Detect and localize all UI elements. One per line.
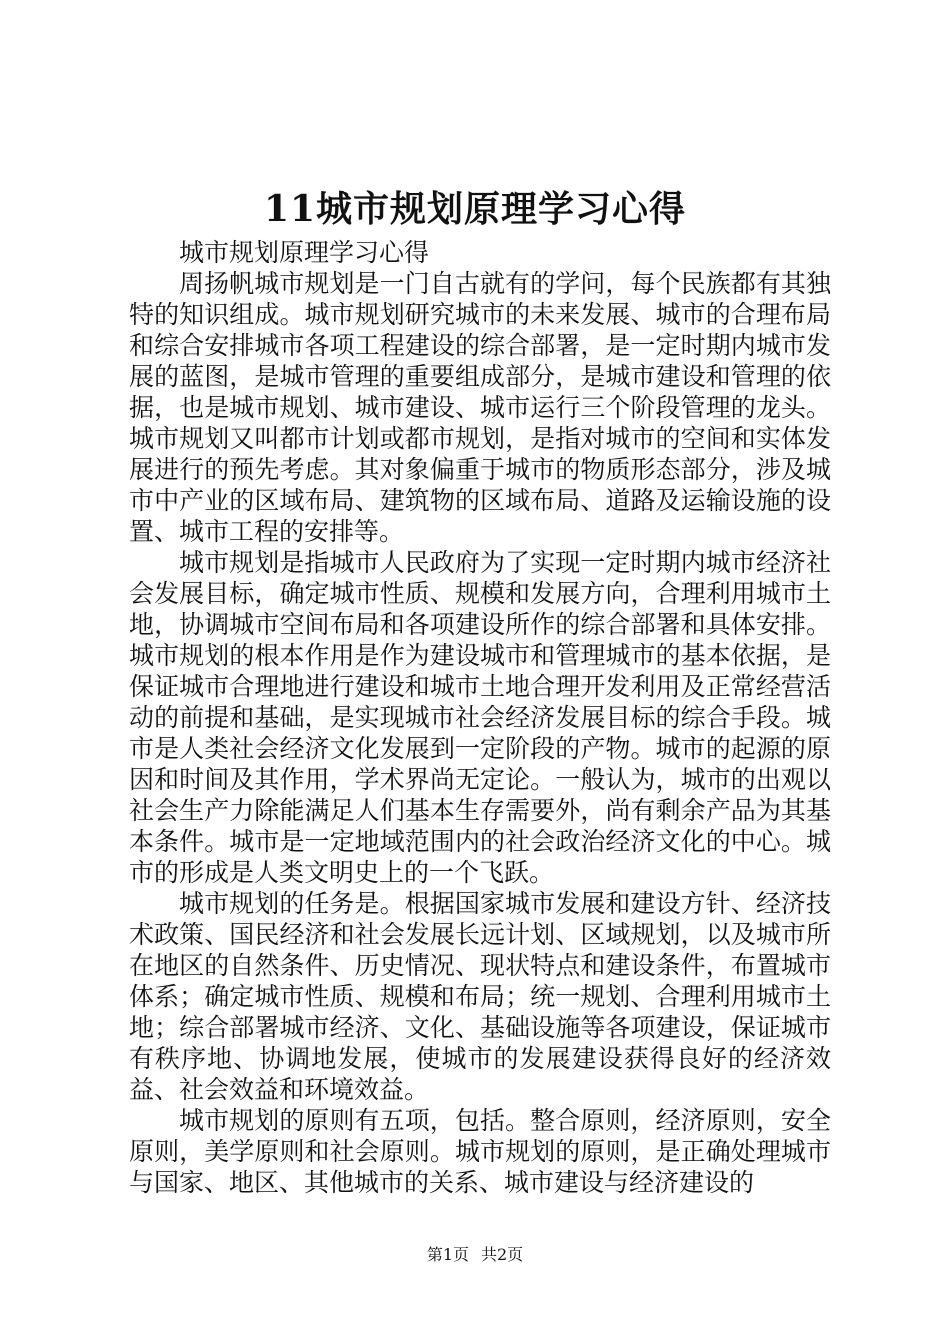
paragraph: 城市规划是指城市人民政府为了实现一定时期内城市经济社会发展目标，确定城市性质、规模和发展方向，合理利用城市土地，协调城市空间布局和各项建设所作的综合部署和具体安排。城市规划的根本作用是作为建设城市和管理城市的基本依据，是保证城市合理地进行建设和城市土地合理开发利用及正常经营活动的前提和基础，是实现城市社会经济发展目标的综合手段。城市是人类社会经济文化发展到一定阶段的产物。城市的起源的原因和时间及其作用，学术界尚无定论。一般认为，城市的出观以社会生产力除能满足人们基本生存需要外，尚有剩余产品为其基本条件。城市是一定地域范围内的社会政治经济文化的中心。城市的形成是人类文明史上的一个飞跃。 xyxy=(129,548,831,887)
document-title: 11城市规划原理学习心得 xyxy=(263,188,687,230)
page-number-current: 第1页 xyxy=(426,1245,469,1264)
document-body xyxy=(129,237,831,1198)
paragraph-subtitle: 城市规划原理学习心得 xyxy=(179,238,430,267)
page-footer xyxy=(0,1244,950,1266)
page-number-total: 共2页 xyxy=(481,1245,524,1264)
paragraph: 城市规划的原则有五项，包括。整合原则，经济原则，安全原则，美学原则和社会原则。城市规划的原则，是正确处理城市与国家、地区、其他城市的关系、城市建设与经济建设的 xyxy=(129,1106,831,1197)
paragraph: 城市规划的任务是。根据国家城市发展和建设方针、经济技术政策、国民经济和社会发展长远计划、区域规划，以及城市所在地区的自然条件、历史情况、现状特点和建设条件，布置城市体系；确定城市性质、规模和布局；统一规划、合理利用城市土地；综合部署城市经济、文化、基础设施等各项建设，保证城市有秩序地、协调地发展，使城市的发展建设获得良好的经济效益、社会效益和环境效益。 xyxy=(129,889,831,1104)
paragraph: 周扬帆城市规划是一门自古就有的学问，每个民族都有其独特的知识组成。城市规划研究城市的未来发展、城市的合理布局和综合安排城市各项工程建设的综合部署，是一定时期内城市发展的蓝图，是城市管理的重要组成部分，是城市建设和管理的依据，也是城市规划、城市建设、城市运行三个阶段管理的龙头。城市规划又叫都市计划或都市规划，是指对城市的空间和实体发展进行的预先考虑。其对象偏重于城市的物质形态部分，涉及城市中产业的区域布局、建筑物的区域布局、道路及运输设施的设置、城市工程的安排等。 xyxy=(129,269,831,546)
